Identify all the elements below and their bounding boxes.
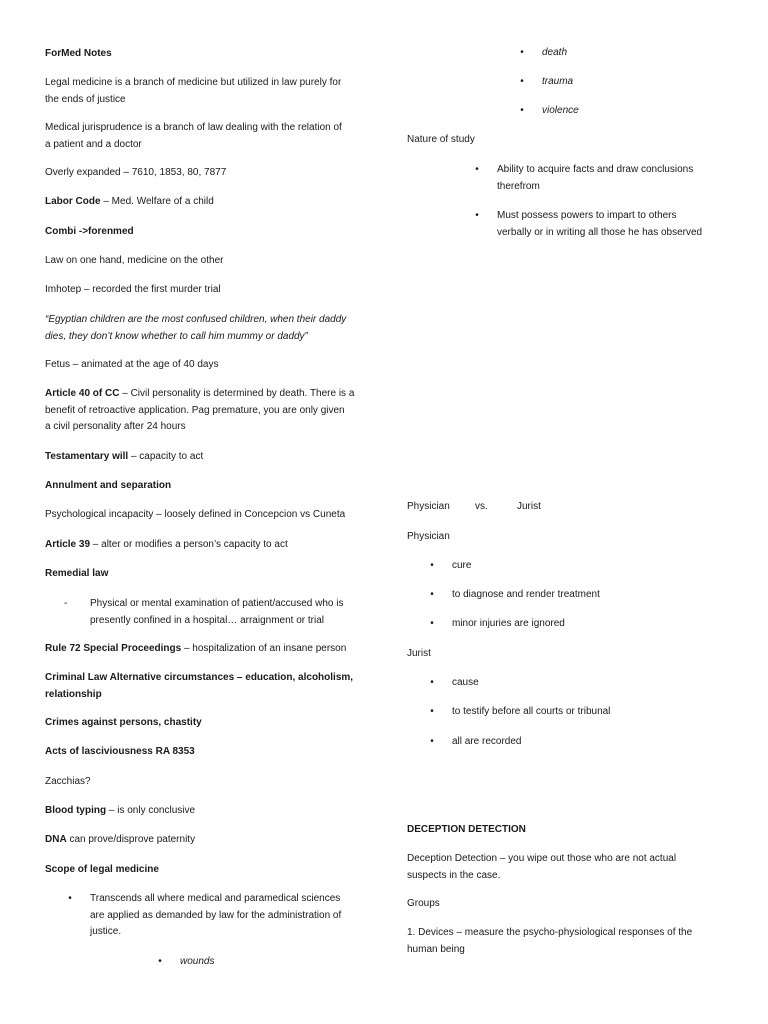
nature-of-study-heading: Nature of study <box>407 134 475 145</box>
para-egyptian-quote: “Egyptian children are the most confused children, when their daddy dies, they don’t know whether to call him mummy or daddy” <box>45 314 347 342</box>
list-item-cause: cause <box>452 677 479 688</box>
dash-item-examination: Physical or mental examination of patient/accused who is presently confined in a hospital… arraignment or trial <box>90 598 344 626</box>
para-combi: Combi ->forenmed <box>45 226 134 237</box>
para-imhotep: Imhotep – recorded the first murder trial <box>45 284 221 295</box>
para-article-39: Article 39 – alter or modifies a person’s capacity to act <box>45 539 288 550</box>
physician-heading: Physician <box>407 531 450 542</box>
para-crimes-against-persons: Crimes against persons, chastity <box>45 717 202 728</box>
list-item-powers: Must possess powers to impart to others verbally or in writing all those he has observed <box>497 210 703 238</box>
bullet-icon: • <box>430 736 434 747</box>
para-blood-typing: Blood typing – is only conclusive <box>45 805 196 816</box>
para-annulment: Annulment and separation <box>45 480 172 491</box>
bullet-icon: • <box>68 893 72 904</box>
list-item-minor-injuries: minor injuries are ignored <box>452 618 565 629</box>
bullet-icon: • <box>430 560 434 571</box>
bullet-icon: • <box>475 164 479 175</box>
doc-title: ForMed Notes <box>45 48 112 59</box>
bullet-icon: • <box>475 210 479 221</box>
vs-jurist: Jurist <box>517 501 541 512</box>
list-item-death: death <box>542 47 568 58</box>
para-zacchias: Zacchias? <box>45 776 91 787</box>
bullet-icon: • <box>430 677 434 688</box>
bullet-icon: • <box>430 589 434 600</box>
groups-heading: Groups <box>407 898 440 909</box>
bullet-icon: • <box>430 618 434 629</box>
vs-physician: Physician <box>407 501 450 512</box>
para-medical-jurisprudence: Medical jurisprudence is a branch of law dealing with the relation of a patient and a doctor <box>45 122 342 150</box>
list-item-diagnose: to diagnose and render treatment <box>452 589 600 600</box>
list-item-ability: Ability to acquire facts and draw conclusions therefrom <box>497 164 694 192</box>
para-remedial-law: Remedial law <box>45 568 109 579</box>
para-labor-code: Labor Code – Med. Welfare of a child <box>45 196 214 207</box>
dash-marker: - <box>64 598 68 609</box>
bullet-icon: • <box>158 956 162 967</box>
list-item-trauma: trauma <box>542 76 574 87</box>
para-acts-of-lasciviousness: Acts of lasciviousness RA 8353 <box>45 746 195 757</box>
list-item-all-recorded: all are recorded <box>452 736 522 747</box>
para-overly-expanded: Overly expanded – 7610, 1853, 80, 7877 <box>45 167 227 178</box>
para-criminal-law: Criminal Law Alternative circumstances – education, alcoholism, relationship <box>45 672 354 700</box>
deception-detection-heading: DECEPTION DETECTION <box>407 824 526 835</box>
para-testamentary-will: Testamentary will – capacity to act <box>45 451 204 462</box>
para-fetus: Fetus – animated at the age of 40 days <box>45 359 219 370</box>
para-deception-definition: Deception Detection – you wipe out those who are not actual suspects in the case. <box>407 853 677 881</box>
vs-label: vs. <box>475 501 488 512</box>
bullet-icon: • <box>520 105 524 116</box>
para-scope-heading: Scope of legal medicine <box>45 864 159 875</box>
list-item-cure: cure <box>452 560 472 571</box>
para-dna: DNA can prove/disprove paternity <box>45 834 196 845</box>
list-item-violence: violence <box>542 105 579 116</box>
para-devices: 1. Devices – measure the psycho-physiological responses of the human being <box>407 927 693 955</box>
para-law-medicine: Law on one hand, medicine on the other <box>45 255 224 266</box>
list-item-wounds: wounds <box>180 956 215 967</box>
para-legal-medicine: Legal medicine is a branch of medicine but utilized in law purely for the ends of justice <box>45 77 342 105</box>
list-item-testify: to testify before all courts or tribunal <box>452 706 611 717</box>
para-psychological-incapacity: Psychological incapacity – loosely defined in Concepcion vs Cuneta <box>45 509 346 520</box>
list-item-scope: Transcends all where medical and paramedical sciences are applied as demanded by law for the administration of justice. <box>90 893 342 937</box>
jurist-heading: Jurist <box>407 648 431 659</box>
bullet-icon: • <box>520 76 524 87</box>
para-rule-72: Rule 72 Special Proceedings – hospitalization of an insane person <box>45 643 347 654</box>
para-article-40: Article 40 of CC – Civil personality is determined by death. There is a benefit of retroactive application. Pag premature, you are only given a civil personality after 24 hours <box>45 388 355 432</box>
bullet-icon: • <box>430 706 434 717</box>
bullet-icon: • <box>520 47 524 58</box>
